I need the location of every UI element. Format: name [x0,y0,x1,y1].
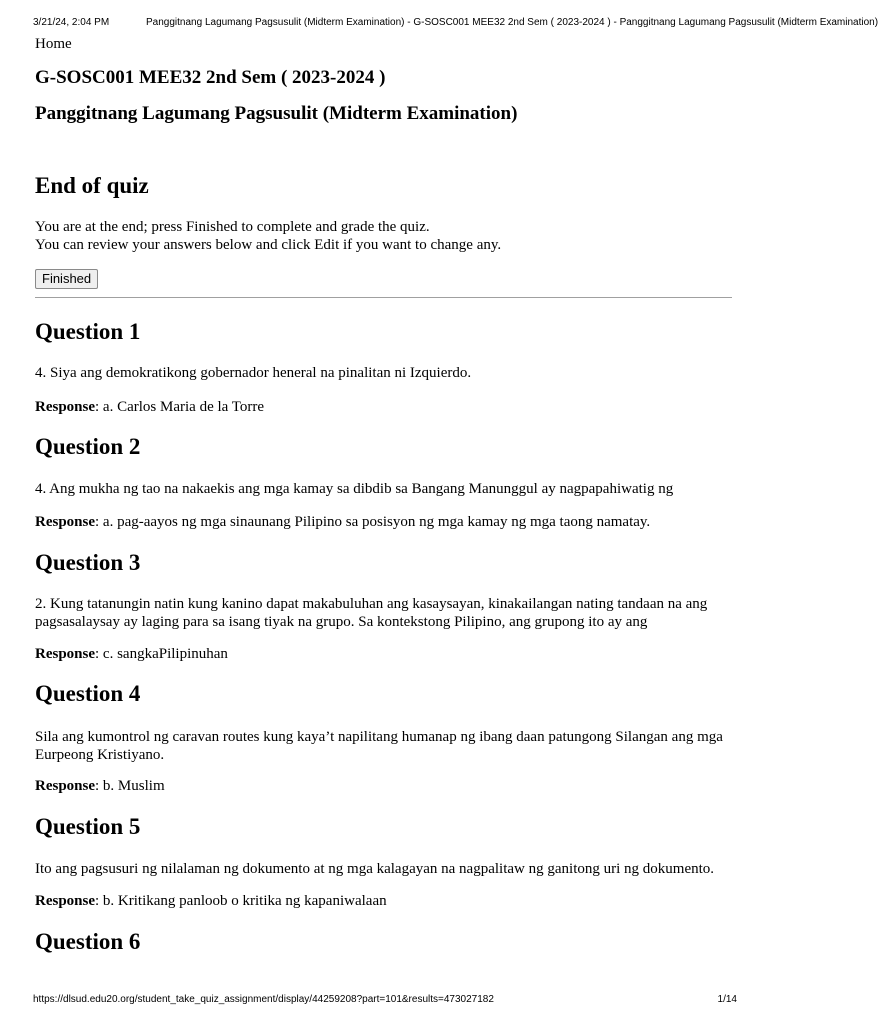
question-prompt: Sila ang kumontrol ng caravan routes kung kaya’t napilitang humanap ng ibang daan patungong Silangan ang mga Eurpeong Kristiyano. [35,729,723,763]
response-value: : b. Muslim [95,778,165,794]
finished-button[interactable]: Finished [35,269,98,289]
response-label: Response [35,778,96,794]
question-title: Question 3 [35,550,141,575]
question-title: Question 6 [35,929,141,954]
question-prompt: 4. Siya ang demokratikong gobernador heneral na pinalitan ni Izquierdo. [35,365,472,381]
home-link[interactable]: Home [35,36,72,52]
question-4 [35,680,732,794]
response-value: : b. Kritikang panloob o kritika ng kapaniwalaan [95,893,387,909]
question-2 [35,433,732,530]
question-title: Question 2 [35,434,141,459]
print-footer [33,994,737,1006]
divider [35,297,732,298]
response-label: Response [35,514,96,530]
instruction-line-2: You can review your answers below and click Edit if you want to change any. [35,237,502,253]
exam-title: Panggitnang Lagumang Pagsusulit (Midterm Examination) [35,103,518,124]
response-value: : a. pag-aayos ng mga sinaunang Pilipino sa posisyon ng mga kamay ng mga taong namatay. [95,514,651,530]
print-page-title: Panggitnang Lagumang Pagsusulit (Midterm Examination) - G-SOSC001 MEE32 2nd Sem ( 2023-2024 ) - Panggitnang Lagumang Pagsusulit (Midterm Examination) [146,17,878,28]
response-value: : a. Carlos Maria de la Torre [95,399,265,415]
question-prompt: 4. Ang mukha ng tao na nakaekis ang mga kamay sa dibdib sa Bangang Manunggul ay nagpapahiwatig ng [35,481,674,497]
question-title: Question 4 [35,681,141,706]
question-response [35,645,228,663]
question-prompt: Ito ang pagsusuri ng nilalaman ng dokumento at ng mga kalagayan na nagpalitaw ng ganitong uri ng dokumento. [35,861,715,877]
print-url: https://dlsud.edu20.org/student_take_quiz_assignment/display/44259208?part=101&results=473027182 [33,994,494,1005]
end-of-quiz-heading: End of quiz [35,173,149,198]
print-page-number: 1/14 [717,994,737,1005]
question-prompt: 2. Kung tatanungin natin kung kanino dapat makabuluhan ang kasaysayan, kinakailangan nating tandaan na ang pagsasalaysay ay laging para sa isang tiyak na grupo. Sa kontekstong Pilipino, ang grupong ito ay ang [35,596,708,630]
end-of-quiz-instructions [35,218,501,254]
question-title: Question 5 [35,814,141,839]
question-response [35,777,165,795]
question-title: Question 1 [35,319,141,344]
question-response [35,513,650,531]
question-1 [35,318,732,415]
print-datetime: 3/21/24, 2:04 PM [33,17,110,28]
response-label: Response [35,399,96,415]
course-title: G-SOSC001 MEE32 2nd Sem ( 2023-2024 ) [35,67,386,88]
question-response [35,892,387,910]
question-response [35,398,264,416]
question-6 [35,928,732,956]
question-3 [35,549,732,662]
question-5 [35,813,732,909]
response-value: : c. sangkaPilipinuhan [95,646,228,662]
response-label: Response [35,646,96,662]
response-label: Response [35,893,96,909]
instruction-line-1: You are at the end; press Finished to complete and grade the quiz. [35,219,430,235]
print-header [33,17,878,29]
